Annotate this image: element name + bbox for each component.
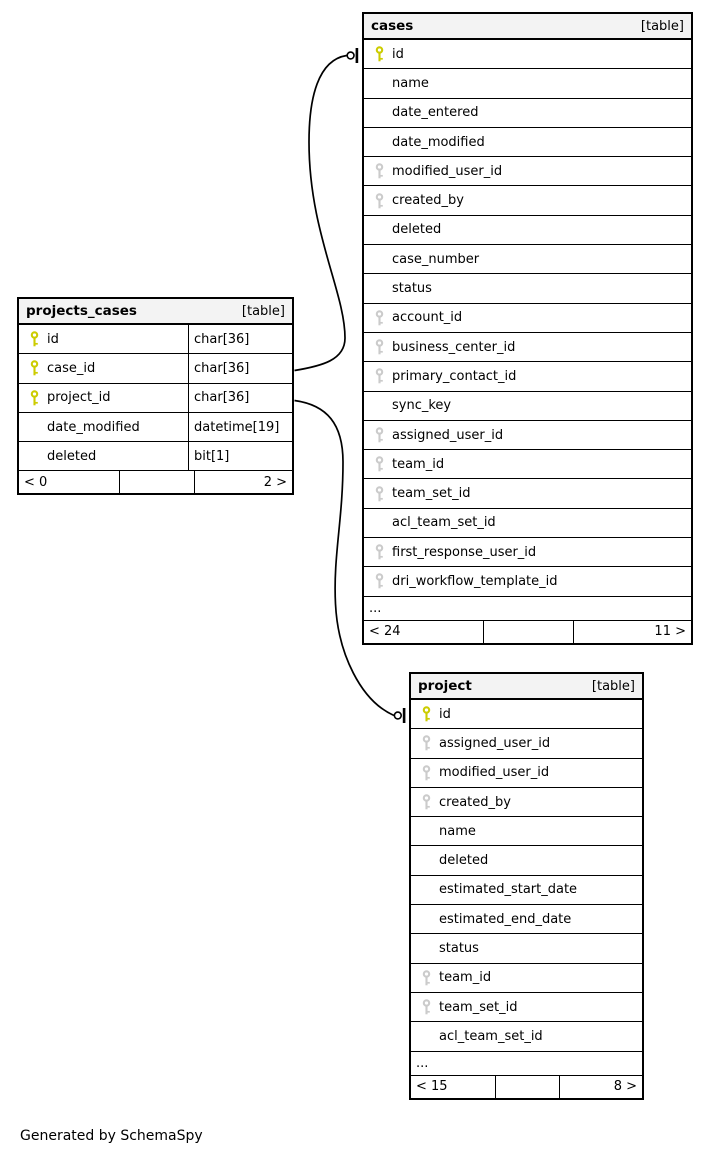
- column-name: id: [47, 331, 59, 347]
- primary-key-icon: [422, 706, 431, 722]
- table-node-projects-cases[interactable]: [17, 297, 294, 495]
- column-name: deleted: [392, 222, 442, 238]
- column-row-deleted: [19, 442, 292, 471]
- column-name: primary_contact_id: [392, 368, 517, 384]
- column-row-team_set_id: [364, 479, 691, 508]
- column-name: assigned_user_id: [439, 735, 551, 751]
- table-header[interactable]: [19, 299, 292, 325]
- column-name-cell: [411, 759, 642, 787]
- column-name: team_set_id: [439, 999, 518, 1015]
- foreign-key-icon: [422, 735, 431, 751]
- column-name: team_id: [392, 456, 445, 472]
- column-name: date_entered: [392, 105, 479, 121]
- column-name: name: [439, 823, 476, 839]
- foreign-key-icon: [375, 573, 384, 589]
- primary-key-icon: [30, 331, 39, 347]
- column-name-cell: [19, 442, 189, 470]
- table-header[interactable]: [364, 14, 691, 40]
- column-row-deleted: [411, 846, 642, 875]
- column-name-cell: [411, 993, 642, 1021]
- foreign-key-icon: [375, 456, 384, 472]
- column-name-cell: [364, 333, 691, 361]
- key-spacer: [30, 419, 39, 435]
- column-row-acl_team_set_id: [364, 509, 691, 538]
- footer-right-count: 11 >: [573, 621, 691, 643]
- primary-key-icon: [30, 360, 39, 376]
- column-type: datetime[19]: [194, 419, 280, 435]
- cardinality-bar-cases: [356, 48, 359, 63]
- column-row-created_by: [364, 186, 691, 215]
- column-list: [411, 700, 642, 1052]
- table-title[interactable]: cases: [371, 18, 414, 34]
- column-row-case_id: [19, 354, 292, 383]
- column-name: sync_key: [392, 398, 452, 414]
- table-footer: [19, 471, 292, 493]
- table-tag: [table]: [640, 18, 684, 34]
- column-name-cell: [364, 538, 691, 566]
- column-row-team_set_id: [411, 993, 642, 1022]
- footer-middle-cell: [119, 471, 194, 493]
- column-name-cell: [364, 216, 691, 244]
- column-name-cell: [411, 700, 642, 728]
- foreign-key-icon: [375, 163, 384, 179]
- column-name-cell: [411, 788, 642, 816]
- column-name: estimated_start_date: [439, 882, 578, 898]
- foreign-key-icon: [375, 310, 384, 326]
- column-row-modified_user_id: [411, 759, 642, 788]
- column-name: date_modified: [47, 419, 140, 435]
- column-row-name: [411, 817, 642, 846]
- table-header[interactable]: [411, 674, 642, 700]
- generator-credit: Generated by SchemaSpy: [20, 1128, 203, 1144]
- footer-middle-cell: [483, 621, 573, 643]
- column-name-cell: [411, 905, 642, 933]
- column-row-date_entered: [364, 99, 691, 128]
- column-name: deleted: [47, 448, 97, 464]
- column-name: dri_workflow_template_id: [392, 573, 558, 589]
- column-row-account_id: [364, 304, 691, 333]
- column-name-cell: [364, 362, 691, 390]
- footer-left-count: < 15: [416, 1079, 448, 1095]
- table-footer: [364, 621, 691, 643]
- column-row-case_number: [364, 245, 691, 274]
- table-node-project[interactable]: [409, 672, 644, 1100]
- cardinality-circle-cases: [347, 52, 354, 59]
- column-name: date_modified: [392, 134, 485, 150]
- column-name-cell: [411, 729, 642, 757]
- column-name: team_set_id: [392, 486, 471, 502]
- footer-middle-cell: [495, 1076, 559, 1098]
- key-spacer: [422, 853, 431, 869]
- footer-left-count: < 24: [369, 624, 401, 640]
- column-name-cell: [364, 392, 691, 420]
- key-spacer: [30, 448, 39, 464]
- column-name: case_number: [392, 251, 480, 267]
- column-name-cell: [364, 69, 691, 97]
- table-tag: [table]: [241, 303, 285, 319]
- column-name: team_id: [439, 970, 492, 986]
- column-name-cell: [364, 479, 691, 507]
- foreign-key-icon: [375, 368, 384, 384]
- column-name: acl_team_set_id: [439, 1028, 543, 1044]
- column-name-cell: [411, 964, 642, 992]
- column-name-cell: [364, 304, 691, 332]
- key-spacer: [375, 515, 384, 531]
- column-name-cell: [364, 157, 691, 185]
- column-row-team_id: [411, 964, 642, 993]
- column-name: business_center_id: [392, 339, 516, 355]
- key-spacer: [422, 1028, 431, 1044]
- column-name: account_id: [392, 310, 463, 326]
- column-row-status: [411, 934, 642, 963]
- footer-left-count: < 0: [24, 474, 48, 490]
- column-name-cell: [364, 274, 691, 302]
- key-spacer: [375, 222, 384, 238]
- key-spacer: [422, 882, 431, 898]
- column-type: char[36]: [194, 390, 250, 406]
- column-name-cell: [364, 450, 691, 478]
- column-row-id: [19, 325, 292, 354]
- column-name-cell: [411, 817, 642, 845]
- column-name-cell: [364, 186, 691, 214]
- column-name-cell: [364, 421, 691, 449]
- ellipsis-row: ...: [364, 597, 691, 621]
- column-name: modified_user_id: [392, 163, 503, 179]
- column-row-modified_user_id: [364, 157, 691, 186]
- column-type: bit[1]: [194, 448, 230, 464]
- column-row-id: [411, 700, 642, 729]
- key-spacer: [375, 281, 384, 297]
- column-row-first_response_user_id: [364, 538, 691, 567]
- table-title[interactable]: projects_cases: [26, 303, 137, 319]
- key-spacer: [375, 251, 384, 267]
- column-row-team_id: [364, 450, 691, 479]
- table-tag: [table]: [591, 678, 635, 694]
- table-node-cases[interactable]: [362, 12, 693, 645]
- column-name: estimated_end_date: [439, 911, 572, 927]
- key-spacer: [422, 911, 431, 927]
- column-row-assigned_user_id: [411, 729, 642, 758]
- key-spacer: [375, 134, 384, 150]
- key-spacer: [375, 398, 384, 414]
- column-type: char[36]: [194, 331, 250, 347]
- table-title[interactable]: project: [418, 678, 472, 694]
- footer-right-count: 8 >: [559, 1076, 642, 1098]
- column-name: id: [392, 46, 404, 62]
- column-row-name: [364, 69, 691, 98]
- column-row-business_center_id: [364, 333, 691, 362]
- cardinality-bar-project: [403, 708, 406, 723]
- ellipsis-row: ...: [411, 1052, 642, 1076]
- column-name-cell: [19, 413, 189, 441]
- foreign-key-icon: [375, 339, 384, 355]
- column-row-primary_contact_id: [364, 362, 691, 391]
- column-row-estimated_end_date: [411, 905, 642, 934]
- column-name-cell: [364, 567, 691, 595]
- foreign-key-icon: [422, 999, 431, 1015]
- column-list: [19, 325, 292, 471]
- column-type: char[36]: [194, 360, 250, 376]
- column-row-status: [364, 274, 691, 303]
- column-row-dri_workflow_template_id: [364, 567, 691, 596]
- key-spacer: [422, 823, 431, 839]
- column-row-project_id: [19, 384, 292, 413]
- footer-right-count: 2 >: [194, 471, 292, 493]
- key-spacer: [375, 105, 384, 121]
- column-name-cell: [411, 846, 642, 874]
- column-name: status: [439, 941, 479, 957]
- column-row-date_modified: [364, 128, 691, 157]
- cardinality-circle-project: [394, 712, 401, 719]
- column-name: deleted: [439, 853, 489, 869]
- column-row-date_modified: [19, 413, 292, 442]
- column-row-deleted: [364, 216, 691, 245]
- relationship-curve-cases: [295, 56, 347, 371]
- column-row-estimated_start_date: [411, 876, 642, 905]
- column-name-cell: [411, 934, 642, 962]
- table-footer: [411, 1076, 642, 1098]
- column-row-created_by: [411, 788, 642, 817]
- foreign-key-icon: [375, 193, 384, 209]
- column-name: assigned_user_id: [392, 427, 504, 443]
- column-name-cell: [364, 99, 691, 127]
- column-name-cell: [19, 354, 189, 382]
- column-name-cell: [411, 876, 642, 904]
- foreign-key-icon: [375, 544, 384, 560]
- column-list: [364, 40, 691, 597]
- foreign-key-icon: [422, 794, 431, 810]
- column-name-cell: [364, 128, 691, 156]
- column-name-cell: [364, 245, 691, 273]
- column-name: id: [439, 706, 451, 722]
- primary-key-icon: [375, 46, 384, 62]
- column-name: project_id: [47, 390, 111, 406]
- column-row-acl_team_set_id: [411, 1022, 642, 1051]
- column-row-id: [364, 40, 691, 69]
- column-name-cell: [19, 325, 189, 353]
- column-row-assigned_user_id: [364, 421, 691, 450]
- column-name-cell: [19, 384, 189, 412]
- column-name: modified_user_id: [439, 765, 550, 781]
- column-row-sync_key: [364, 392, 691, 421]
- column-name: name: [392, 75, 429, 91]
- column-name: status: [392, 281, 432, 297]
- column-name: created_by: [439, 794, 511, 810]
- foreign-key-icon: [375, 486, 384, 502]
- column-name: first_response_user_id: [392, 544, 537, 560]
- column-name-cell: [364, 509, 691, 537]
- column-name-cell: [411, 1022, 642, 1050]
- column-name-cell: [364, 40, 691, 68]
- foreign-key-icon: [422, 970, 431, 986]
- foreign-key-icon: [375, 427, 384, 443]
- key-spacer: [422, 941, 431, 957]
- primary-key-icon: [30, 390, 39, 406]
- column-name: case_id: [47, 360, 96, 376]
- foreign-key-icon: [422, 765, 431, 781]
- column-name: acl_team_set_id: [392, 515, 496, 531]
- column-name: created_by: [392, 193, 464, 209]
- key-spacer: [375, 75, 384, 91]
